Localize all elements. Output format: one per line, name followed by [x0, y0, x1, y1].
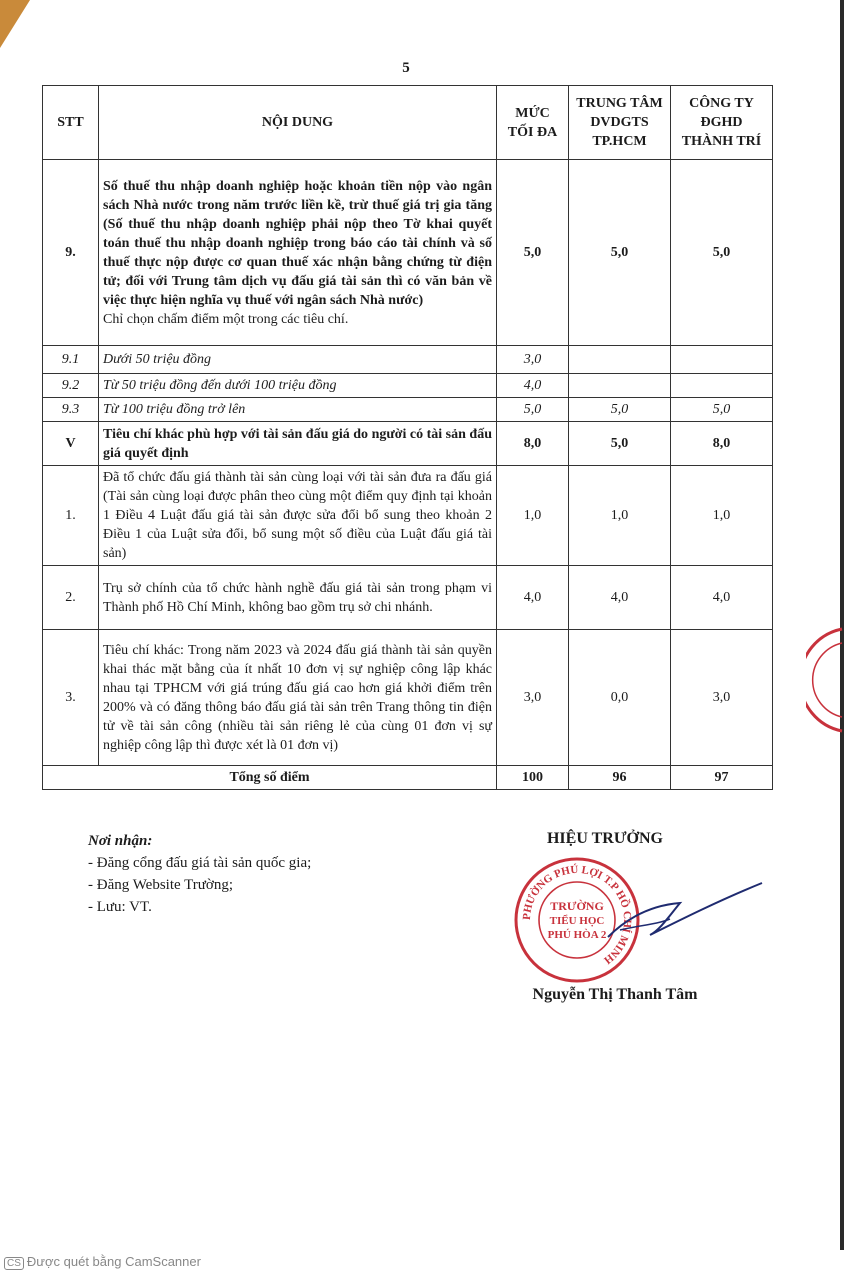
header-stt: STT: [43, 86, 99, 160]
table-row: [43, 566, 773, 630]
row-stt: 9.2: [43, 374, 99, 398]
header-max: MỨC TỐI ĐA: [497, 86, 569, 160]
row-content: Trụ sở chính của tổ chức hành nghề đấu giá tài sản trong phạm vi Thành phố Hồ Chí Minh, không bao gồm trụ sở chi nhánh.: [99, 566, 497, 630]
handwritten-signature: [600, 875, 770, 945]
row-content: Từ 50 triệu đồng đến dưới 100 triệu đồng: [99, 374, 497, 398]
row-company: 4,0: [671, 566, 773, 630]
stamp-ring-text: PHƯỜNG PHÚ LỢI T.P HỒ CHÍ MINH: [520, 863, 634, 967]
page-number: 5: [402, 60, 410, 76]
table-row: [43, 466, 773, 566]
row-max: 5,0: [497, 398, 569, 422]
row-company: [671, 374, 773, 398]
row-center: [569, 374, 671, 398]
row-center: 0,0: [569, 630, 671, 766]
row-stt: 9.: [43, 160, 99, 346]
row-center: 1,0: [569, 466, 671, 566]
row-content: Dưới 50 triệu đồng: [99, 346, 497, 374]
score-table: [42, 85, 773, 790]
row-content: Tiêu chí khác phù hợp với tài sản đấu giá do người có tài sản đấu giá quyết định: [99, 422, 497, 466]
row-center: 5,0: [569, 398, 671, 422]
row-company: [671, 346, 773, 374]
row-company: 3,0: [671, 630, 773, 766]
row-content-text: Số thuế thu nhập doanh nghiệp hoặc khoản tiền nộp vào ngân sách Nhà nước trong năm trước liền kề, trừ thuế giá trị gia tăng (Số thuế thu nhập doanh nghiệp phải nộp theo Tờ khai quyết toán thuế thu nhập doanh nghiệp trong báo cáo tài chính và số thuế thực nộp được cơ quan thuế xác nhận bằng chứng từ điện tử; đối với Trung tâm dịch vụ đấu giá tài sản thì có văn bản về việc thực hiện nghĩa vụ thuế với ngân sách Nhà nước): [103, 178, 492, 308]
header-content: NỘI DUNG: [99, 86, 497, 160]
row-stt: 2.: [43, 566, 99, 630]
row-content: Đã tổ chức đấu giá thành tài sản cùng loại với tài sản đưa ra đấu giá (Tài sản cùng loại được phân theo cùng một điểm quy định tại khoản 1 Điều 4 Luật đấu giá tài sản được sửa đổi bổ sung theo khoản 2 Điều 1 của Luật sửa đổi, bổ sung một số điều của Luật đấu giá tài sản): [99, 466, 497, 566]
signer-name: Nguyễn Thị Thanh Tâm: [532, 986, 698, 1003]
row-stt: 9.1: [43, 346, 99, 374]
signature-title: HIỆU TRƯỞNG: [546, 830, 663, 847]
table-row: [43, 398, 773, 422]
stamp-line2: TIỂU HỌC: [549, 915, 605, 927]
row-max: 3,0: [497, 346, 569, 374]
row-max: 4,0: [497, 374, 569, 398]
table-row: [43, 630, 773, 766]
table-row: [43, 374, 773, 398]
stamp-line3: PHÚ HÒA 2: [547, 929, 607, 941]
row-stt: 3.: [43, 630, 99, 766]
recipient-item: - Đăng cổng đấu giá tài sản quốc gia;: [88, 855, 312, 871]
camscanner-icon: CS: [4, 1257, 24, 1270]
row-company: 8,0: [671, 422, 773, 466]
row-stt: 1.: [43, 466, 99, 566]
row-max: 8,0: [497, 422, 569, 466]
row-company: 5,0: [671, 160, 773, 346]
row-company: 5,0: [671, 398, 773, 422]
row-max: 5,0: [497, 160, 569, 346]
recipient-item: - Đăng Website Trường;: [88, 877, 233, 893]
total-label: Tổng số điểm: [43, 766, 497, 790]
row-content: Từ 100 triệu đồng trở lên: [99, 398, 497, 422]
row-content-note: Chỉ chọn chấm điểm một trong các tiêu chí.: [103, 311, 349, 327]
table-row: [43, 346, 773, 374]
stamp-line1: TRƯỜNG: [550, 899, 604, 913]
scan-corner-mark: [0, 0, 30, 48]
table-total-row: [43, 766, 773, 790]
row-stt: V: [43, 422, 99, 466]
recipients-title: Nơi nhận:: [88, 833, 153, 849]
total-company: 97: [671, 766, 773, 790]
row-max: 1,0: [497, 466, 569, 566]
header-company: CÔNG TY ĐGHD THÀNH TRÍ: [671, 86, 773, 160]
row-max: 3,0: [497, 630, 569, 766]
row-center: [569, 346, 671, 374]
row-center: 4,0: [569, 566, 671, 630]
table-row: [43, 422, 773, 466]
header-center: TRUNG TÂM DVDGTS TP.HCM: [569, 86, 671, 160]
row-stt: 9.3: [43, 398, 99, 422]
row-center: 5,0: [569, 160, 671, 346]
scanner-footer-text: Được quét bằng CamScanner: [26, 1254, 201, 1269]
total-max: 100: [497, 766, 569, 790]
scanner-footer: [4, 1254, 201, 1270]
total-center: 96: [569, 766, 671, 790]
row-center: 5,0: [569, 422, 671, 466]
row-content: [99, 160, 497, 346]
edge-stamp-fragment: [806, 625, 844, 735]
recipient-item: - Lưu: VT.: [88, 899, 152, 915]
table-row: [43, 160, 773, 346]
row-content: Tiêu chí khác: Trong năm 2023 và 2024 đấu giá thành tài sản quyền khai thác mặt bằng của ít nhất 10 đơn vị sự nghiệp công lập khác nhau tại TPHCM với giá trúng đấu giá cao hơn giá khởi điểm trên 200% và có đăng thông báo đấu giá tài sản trên Trang thông tin điện tử về tài sản công (nhiều tài sản riêng lẻ của cùng 01 đơn vị sự nghiệp công lập thì được xét là 01 đơn vị): [99, 630, 497, 766]
recipients-block: [88, 830, 311, 918]
table-header-row: [43, 86, 773, 160]
row-company: 1,0: [671, 466, 773, 566]
row-max: 4,0: [497, 566, 569, 630]
